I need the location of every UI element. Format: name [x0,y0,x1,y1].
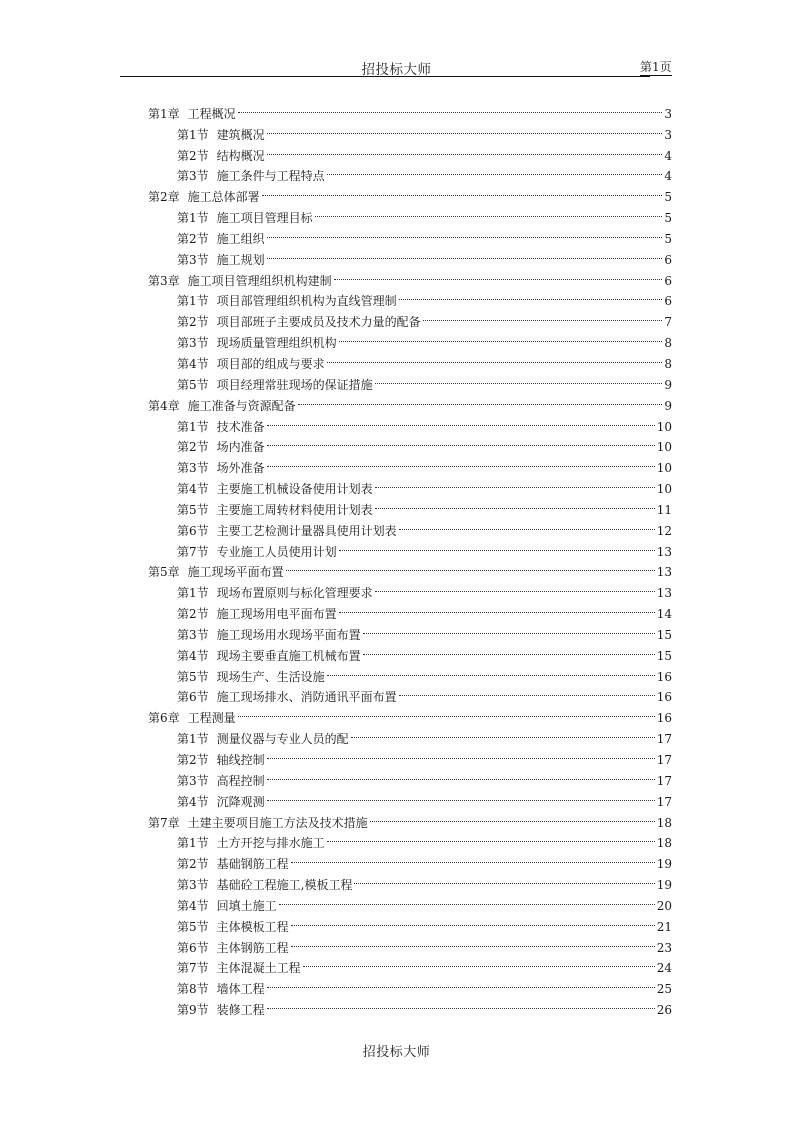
toc-entry-title: 回填土施工 [216,898,277,913]
toc-entry-page: 10 [656,482,672,497]
toc-dot-leader [267,785,655,806]
toc-entry-page: 21 [656,919,672,934]
toc-entry-number: 第1节 [177,419,209,434]
toc-entry-page: 4 [664,148,672,163]
toc-entry-title: 现场主要垂直施工机械布置 [216,648,361,663]
toc-entry-number: 第6节 [177,523,209,538]
toc-dot-leader [351,722,655,743]
toc-dot-leader [327,660,655,681]
toc-entry-title: 施工总体部署 [187,190,260,205]
toc-dot-leader [327,827,655,848]
toc-entry-page: 12 [656,523,672,538]
toc-entry-title: 项目部的组成与要求 [216,356,325,371]
header-title: 招投标大师 [361,62,432,78]
toc-entry-page: 13 [656,544,672,559]
toc-dot-leader [291,847,655,868]
toc-entry-number: 第2章 [148,190,180,205]
toc-entry-page: 10 [656,440,672,455]
page-number [640,58,672,76]
toc-entry-title: 建筑概况 [216,127,265,142]
toc-entry-number: 第3节 [177,169,209,184]
toc-entry-page: 19 [656,857,672,872]
toc-entry-title: 测量仪器与专业人员的配 [216,732,349,747]
toc-entry-page: 13 [656,586,672,601]
toc-entry-page: 9 [664,398,672,413]
toc-dot-leader [327,160,662,181]
toc-dot-leader [399,681,655,702]
toc-entry-number: 第1章 [148,106,180,121]
toc-dot-leader [334,264,662,285]
toc-dot-leader [375,493,655,514]
toc-dot-leader [315,201,662,222]
toc-entry-number: 第2节 [177,440,209,455]
toc-entry-title: 施工现场平面布置 [187,565,284,580]
page-number-underline [640,75,672,76]
toc-entry-title: 基础钢筋工程 [216,857,289,872]
toc-entry-number: 第3节 [177,773,209,788]
toc-entry-title: 施工项目管理组织机构建制 [187,273,332,288]
toc-entry-title: 沉降观测 [216,794,265,809]
toc-entry-number: 第3节 [177,336,209,351]
toc-entry-number: 第6节 [177,690,209,705]
toc-dot-leader [267,139,662,160]
toc-dot-leader [267,993,655,1014]
toc-entry-title: 施工现场用电平面布置 [216,607,337,622]
toc-entry-page: 5 [664,190,672,205]
toc-entry-number: 第8节 [177,982,209,997]
toc-dot-leader [267,764,655,785]
toc-entry-title: 施工现场用水现场平面布置 [216,627,361,642]
toc-entry-page: 3 [664,127,672,142]
toc-entry-title: 施工准备与资源配备 [187,398,296,413]
toc-dot-leader [238,701,655,722]
toc-entry-title: 主体钢筋工程 [216,940,289,955]
toc-dot-leader [375,368,662,389]
toc-entry-title: 工程概况 [187,106,236,121]
toc-entry-number: 第5节 [177,919,209,934]
toc-entry-page: 9 [664,377,672,392]
toc-dot-leader [399,285,662,306]
toc-entry-number: 第1节 [177,836,209,851]
toc-dot-leader [291,931,655,952]
toc-entry-number: 第1节 [177,586,209,601]
toc-entry-title: 现场质量管理组织机构 [216,336,337,351]
toc-dot-leader [267,451,655,472]
toc-entry-page: 15 [656,648,672,663]
toc-entry-number: 第5章 [148,565,180,580]
toc-dot-leader [286,556,655,577]
toc-entry-number: 第7节 [177,544,209,559]
toc-entry-page: 20 [656,898,672,913]
toc-entry-title: 施工现场排水、消防通讯平面布置 [216,690,397,705]
toc-entry-number: 第3节 [177,461,209,476]
toc-dot-leader [327,347,662,368]
toc-entry-number: 第5节 [177,502,209,517]
toc-entry-title: 项目部管理组织机构为直线管理制 [216,294,397,309]
toc-entry-page: 15 [656,627,672,642]
toc-entry-page: 26 [656,1003,672,1018]
toc-entry-number: 第6章 [148,711,180,726]
toc-entry-title: 装修工程 [216,1003,265,1018]
toc-dot-leader [267,431,655,452]
toc-entry-number: 第7节 [177,961,209,976]
toc-dot-leader [291,910,655,931]
toc-entry-title: 主体模板工程 [216,919,289,934]
toc-dot-leader [267,410,655,431]
toc-dot-leader [279,889,655,910]
toc-entry-page: 10 [656,419,672,434]
toc-entry-number: 第2节 [177,231,209,246]
toc-entry-page: 14 [656,607,672,622]
toc-entry-title: 主体混凝土工程 [216,961,301,976]
toc-entry-page: 6 [664,273,672,288]
toc-entry-page: 18 [656,815,672,830]
toc-dot-leader [267,222,662,243]
toc-entry-page: 16 [656,690,672,705]
toc-entry-title: 现场生产、生活设施 [216,669,325,684]
toc-entry-number: 第2节 [177,607,209,622]
toc-entry-page: 8 [664,356,672,371]
toc-entry-number: 第5节 [177,377,209,392]
toc-entry-page: 8 [664,336,672,351]
toc-dot-leader [370,806,655,827]
toc-entry-title: 现场布置原则与标化管理要求 [216,586,373,601]
toc-entry-number: 第3章 [148,273,180,288]
toc-entry-number: 第6节 [177,940,209,955]
toc-dot-leader [267,243,662,264]
toc-entry-page: 6 [664,252,672,267]
toc-entry-page: 4 [664,169,672,184]
toc-entry-page: 5 [664,211,672,226]
toc-entry-title: 墙体工程 [216,982,265,997]
toc-entry-page: 16 [656,669,672,684]
toc-dot-leader [339,535,655,556]
toc-entry-title: 技术准备 [216,419,265,434]
toc-entry-page: 25 [656,982,672,997]
toc-entry-title: 施工项目管理目标 [216,211,313,226]
toc-entry-title: 高程控制 [216,773,265,788]
toc-dot-leader [423,305,662,326]
toc-entry-title: 项目部班子主要成员及技术力量的配备 [216,315,421,330]
toc-entry-title: 主要施工机械设备使用计划表 [216,482,373,497]
toc-entry-page: 10 [656,461,672,476]
toc-entry-title: 施工规划 [216,252,265,267]
toc-entry-page: 7 [664,315,672,330]
toc-entry-title: 场内准备 [216,440,265,455]
toc-entry-title: 项目经理常驻现场的保证措施 [216,377,373,392]
toc-entry-title: 场外准备 [216,461,265,476]
toc-entry-title: 工程测量 [187,711,236,726]
toc-entry-page: 17 [656,753,672,767]
toc-entry-number: 第4节 [177,356,209,371]
toc-entry-title: 专业施工人员使用计划 [216,544,337,559]
toc-entry-title: 基础砼工程施工,模板工程 [216,878,353,893]
table-of-contents [148,97,672,1018]
toc-entry-number: 第2节 [177,857,209,872]
toc-dot-leader [267,118,662,139]
toc-dot-leader [267,743,655,764]
toc-entry-title: 施工条件与工程特点 [216,169,325,184]
footer-title: 招投标大师 [362,1045,431,1060]
toc-dot-leader [375,472,655,493]
toc-entry-page: 24 [656,961,672,976]
toc-entry-number: 第1节 [177,211,209,226]
toc-entry-page: 11 [656,502,672,517]
toc-dot-leader [375,576,655,597]
toc-entry-title: 施工组织 [216,231,265,246]
toc-entry-number: 第2节 [177,148,209,163]
toc-entry-title: 土建主要项目施工方法及技术措施 [187,815,368,830]
toc-dot-leader [363,639,655,660]
toc-entry-page: 16 [656,711,672,726]
toc-entry-number: 第9节 [177,1003,209,1018]
toc-dot-leader [363,618,655,639]
toc-entry-number: 第5节 [177,669,209,684]
toc-entry-page: 17 [656,773,672,788]
toc-entry-number: 第4节 [177,898,209,913]
toc-entry-number: 第4章 [148,398,180,413]
toc-entry-number: 第3节 [177,878,209,893]
page-number-label: 第1页 [640,60,672,74]
toc-entry-page: 23 [656,940,672,955]
toc-entry-title: 轴线控制 [216,753,265,767]
toc-entry-page: 5 [664,231,672,246]
toc-entry-number: 第1节 [177,732,209,747]
toc-entry-number: 第4节 [177,648,209,663]
toc-dot-leader [339,597,655,618]
toc-dot-leader [399,514,655,535]
toc-entry-page: 17 [656,794,672,809]
toc-entry-page: 17 [656,732,672,747]
toc-entry-title: 土方开挖与排水施工 [216,836,325,851]
toc-chapter-entry[interactable] [148,97,672,121]
toc-dot-leader [298,389,662,410]
toc-dot-leader [238,97,662,118]
toc-entry-page: 19 [656,878,672,893]
toc-dot-leader [354,868,654,889]
toc-entry-number: 第3节 [177,252,209,267]
header-divider [120,76,650,77]
toc-entry-title: 主要施工周转材料使用计划表 [216,502,373,517]
toc-entry-page: 18 [656,836,672,851]
toc-entry-number: 第1节 [177,127,209,142]
toc-entry-page: 6 [664,294,672,309]
toc-entry-number: 第2节 [177,315,209,330]
toc-entry-page: 3 [664,106,672,121]
toc-entry-number: 第1节 [177,294,209,309]
toc-entry-number: 第4节 [177,482,209,497]
toc-entry-number: 第7章 [148,815,180,830]
toc-entry-number: 第2节 [177,753,209,767]
toc-entry-page: 13 [656,565,672,580]
toc-dot-leader [262,180,662,201]
toc-entry-number: 第4节 [177,794,209,809]
toc-dot-leader [303,952,655,973]
toc-dot-leader [267,972,655,993]
toc-entry-title: 主要工艺检测计量器具使用计划表 [216,523,397,538]
toc-dot-leader [339,326,662,347]
toc-entry-number: 第3节 [177,627,209,642]
toc-entry-title: 结构概况 [216,148,265,163]
